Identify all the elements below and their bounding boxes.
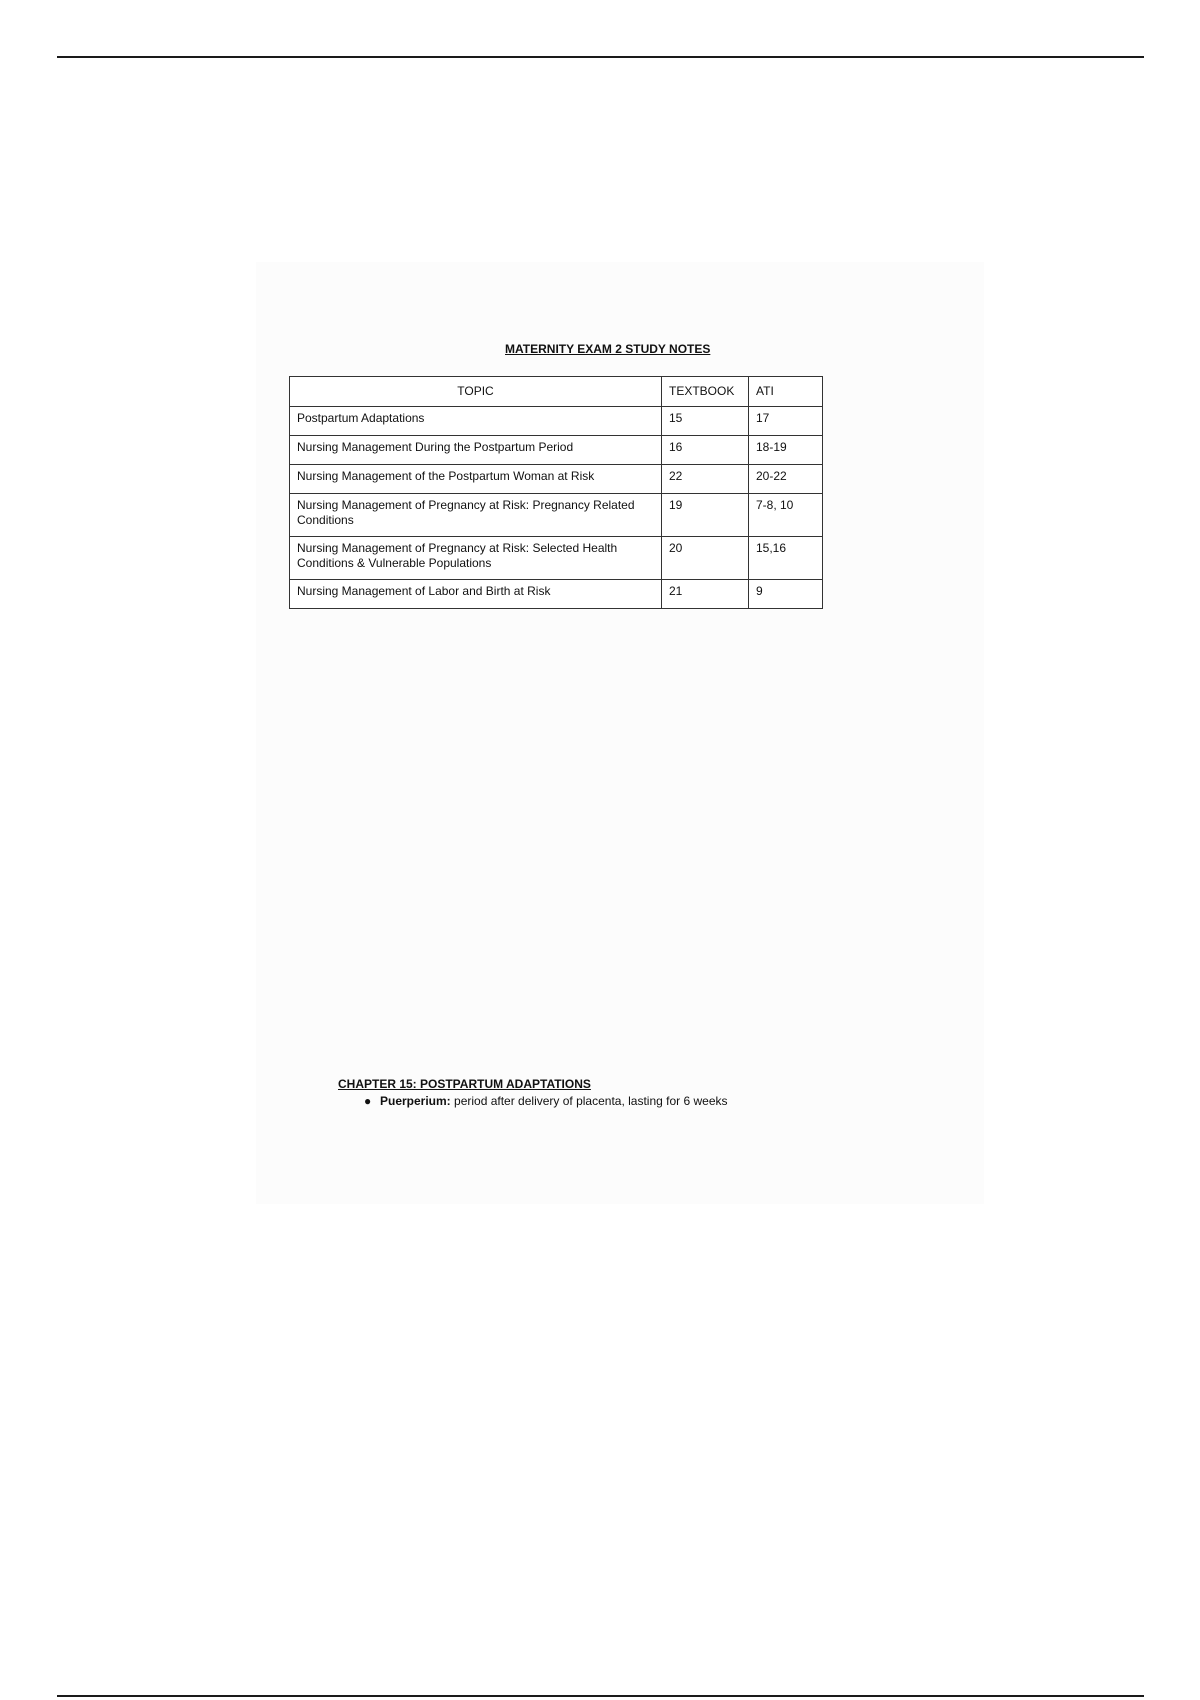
topic-cell: Postpartum Adaptations: [290, 407, 662, 436]
table-row: [290, 580, 823, 609]
ati-cell: 15,16: [749, 537, 823, 580]
textbook-cell: 19: [662, 494, 749, 537]
ati-cell: 9: [749, 580, 823, 609]
topic-cell: Nursing Management of Pregnancy at Risk: Pregnancy Related Conditions: [290, 494, 662, 537]
topic-cell: Nursing Management of Labor and Birth at Risk: [290, 580, 662, 609]
table-row: [290, 537, 823, 580]
ati-cell: 17: [749, 407, 823, 436]
ati-cell: 18-19: [749, 436, 823, 465]
table-header-row: [290, 377, 823, 407]
topic-cell: Nursing Management of the Postpartum Woman at Risk: [290, 465, 662, 494]
textbook-cell: 16: [662, 436, 749, 465]
bullet-icon: ●: [364, 1094, 372, 1108]
bullet-term: Puerperium:: [380, 1094, 451, 1108]
table-row: [290, 465, 823, 494]
table-row: [290, 494, 823, 537]
bullet-text: period after delivery of placenta, lasting for 6 weeks: [450, 1094, 728, 1108]
textbook-cell: 20: [662, 537, 749, 580]
topic-cell: Nursing Management of Pregnancy at Risk: Selected Health Conditions & Vulnerable Populations: [290, 537, 662, 580]
list-item: [364, 1094, 728, 1108]
textbook-cell: 21: [662, 580, 749, 609]
ati-cell: 20-22: [749, 465, 823, 494]
ati-cell: 7-8, 10: [749, 494, 823, 537]
top-rule: [57, 56, 1144, 58]
table-row: [290, 436, 823, 465]
header-topic: TOPIC: [290, 377, 662, 407]
header-ati: ATI: [749, 377, 823, 407]
table-row: [290, 407, 823, 436]
study-topics-table: [289, 376, 823, 609]
chapter-heading: CHAPTER 15: POSTPARTUM ADAPTATIONS: [338, 1077, 591, 1091]
textbook-cell: 15: [662, 407, 749, 436]
topic-cell: Nursing Management During the Postpartum Period: [290, 436, 662, 465]
textbook-cell: 22: [662, 465, 749, 494]
header-textbook: TEXTBOOK: [662, 377, 749, 407]
bottom-rule: [57, 1695, 1144, 1697]
document-title: MATERNITY EXAM 2 STUDY NOTES: [505, 342, 711, 356]
